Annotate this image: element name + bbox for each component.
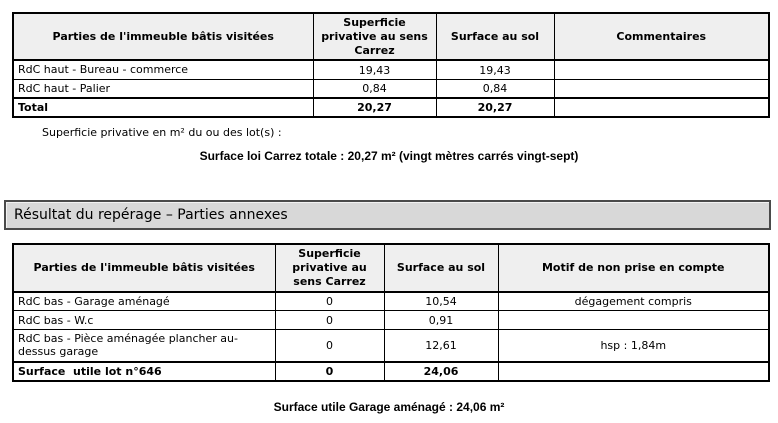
col-header-superficie-carrez: Superficie privative au sens Carrez: [313, 13, 436, 60]
table-row: [13, 60, 769, 79]
report-page: [0, 12, 778, 423]
cell-partie: RdC haut - Bureau - commerce: [13, 60, 313, 79]
cell-total-commentaire: [554, 98, 769, 117]
cell-superficie-carrez: 0: [275, 292, 384, 311]
annexes-header-row: [13, 244, 769, 291]
cell-motif: hsp : 1,84m: [498, 330, 769, 362]
cell-surface-sol: 19,43: [436, 60, 554, 79]
table-row: [13, 330, 769, 362]
total-row: [13, 362, 769, 381]
col-header-parties: Parties de l'immeuble bâtis visitées: [13, 13, 313, 60]
cell-total-surface-sol: 20,27: [436, 98, 554, 117]
cell-surface-sol: 12,61: [384, 330, 498, 362]
cell-total-carrez: 20,27: [313, 98, 436, 117]
cell-total-label: Surface utile lot n°646: [13, 362, 275, 381]
carrez-table: [12, 12, 770, 118]
cell-commentaire: [554, 79, 769, 98]
col-header-commentaires: Commentaires: [554, 13, 769, 60]
col-header-surface-sol: Surface au sol: [384, 244, 498, 291]
cell-commentaire: [554, 60, 769, 79]
col-header-surface-sol: Surface au sol: [436, 13, 554, 60]
surface-utile-line: Surface utile Garage aménagé : 24,06 m²: [273, 399, 505, 414]
superficie-lots-note: Superficie privative en m² du ou des lot(s) :: [42, 126, 282, 140]
cell-total-label: Total: [13, 98, 313, 117]
cell-total-surface-sol: 24,06: [384, 362, 498, 381]
cell-motif: dégagement compris: [498, 292, 769, 311]
carrez-total-line: Surface loi Carrez totale : 20,27 m² (vingt mètres carrés vingt-sept): [199, 149, 579, 164]
cell-surface-sol: 0,84: [436, 79, 554, 98]
cell-superficie-carrez: 0: [275, 330, 384, 362]
cell-partie: RdC bas - W.c: [13, 311, 275, 330]
col-header-motif: Motif de non prise en compte: [498, 244, 769, 291]
cell-partie: RdC bas - Garage aménagé: [13, 292, 275, 311]
annexes-table: [12, 243, 770, 381]
cell-total-motif: [498, 362, 769, 381]
cell-superficie-carrez: 19,43: [313, 60, 436, 79]
table-row: [13, 311, 769, 330]
cell-total-carrez: 0: [275, 362, 384, 381]
section-title: Résultat du repérage – Parties annexes: [14, 207, 288, 224]
cell-partie: RdC haut - Palier: [13, 79, 313, 98]
cell-surface-sol: 10,54: [384, 292, 498, 311]
section-header-bar: [4, 200, 771, 230]
table-row: [13, 79, 769, 98]
col-header-superficie-carrez: Superficie privative au sens Carrez: [275, 244, 384, 291]
cell-superficie-carrez: 0,84: [313, 79, 436, 98]
cell-surface-sol: 0,91: [384, 311, 498, 330]
cell-partie: RdC bas - Pièce aménagée plancher au- dessus garage: [13, 330, 275, 362]
cell-motif: [498, 311, 769, 330]
table-row: [13, 292, 769, 311]
carrez-header-row: [13, 13, 769, 60]
col-header-parties: Parties de l'immeuble bâtis visitées: [13, 244, 275, 291]
cell-superficie-carrez: 0: [275, 311, 384, 330]
total-row: [13, 98, 769, 117]
